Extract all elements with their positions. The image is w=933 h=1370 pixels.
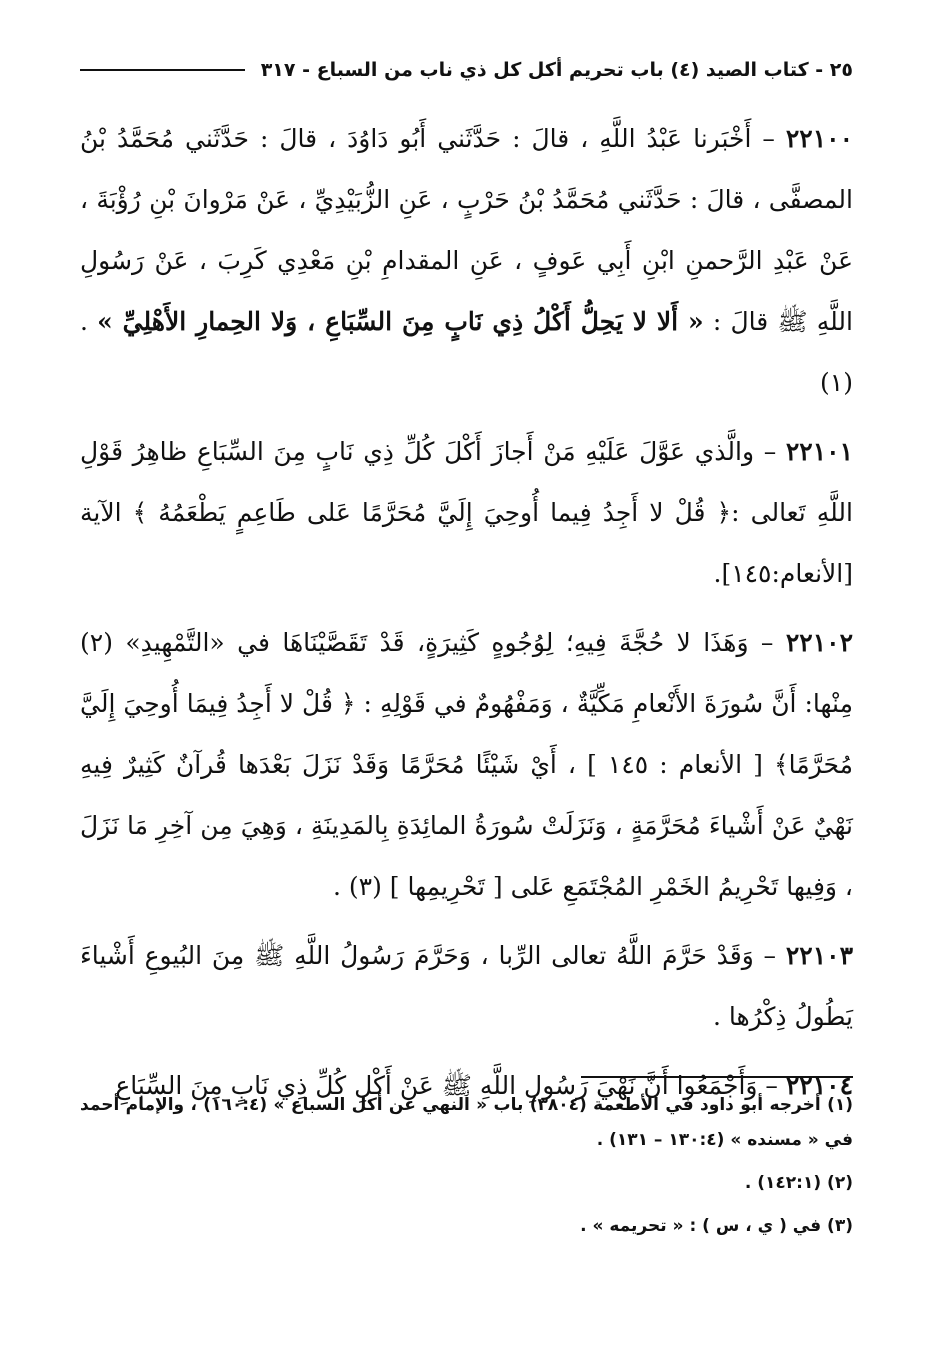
footnote-2: (٢) (١٤٢:١) .	[744, 1173, 853, 1193]
footnote-1: (١) أخرجه أبو داود في الأطعمة (٣٨٠٤) باب « النهي عن أكل السباع » (١٦٠:٤) ، والإمام أحمد في « مسنده » (١٣٠:٤ – ١٣١) .	[80, 1095, 854, 1150]
header-title: ٢٥ - كتاب الصيد (٤) باب تحريم أكل كل ذي ناب من السباع - ٣١٧	[260, 59, 853, 81]
paragraph-tail: . (١)	[80, 307, 853, 397]
paragraph-number: ٢٢١٠٢	[785, 628, 853, 657]
paragraph-text: – أَخْبَرنا عَبْدُ اللَّهِ ، قالَ : حَدَّثَني أَبُو دَاوُدَ ، قالَ : حَدَّثَني مُحَمَّدُ بْنُ المصفَّى ، قالَ : حَدَّثَني مُحَمَّدُ بْنُ حَرْبٍ ، عَنِ الزُّبَيْدِيِّ ، عَنْ مَرْوانَ بْنِ رُؤْبَةَ ، عَنْ عَبْدِ الرَّحمنِ ابْنِ أَبِي عَوفٍ ، عَنِ المقدامِ بْنِ مَعْدِي كَرِبَ ، عَنْ رَسُولِ اللَّهِ ﷺ قالَ :	[80, 124, 853, 336]
paragraph-number: ٢٢١٠٤	[785, 1071, 853, 1100]
paragraph-text: – وَقَدْ حَرَّمَ اللَّهُ تعالى الرِّبا ، وَحَرَّمَ رَسُولُ اللَّهِ ﷺ مِنَ البُيوعِ أَشْياءَ يَطُولُ ذِكْرُها .	[80, 941, 853, 1031]
paragraph-22101	[80, 421, 853, 604]
paragraph-number: ٢٢١٠٠	[785, 124, 853, 153]
hadith-quote: « أَلا لا يَحِلُّ أَكْلُ ذِي نَابٍ مِنَ السِّبَاعِ ، وَلا الحِمارِ الأَهْلِيِّ »	[97, 307, 704, 336]
paragraph-22102	[80, 612, 853, 917]
paragraph-22100	[80, 108, 853, 413]
paragraph-number: ٢٢١٠٣	[785, 941, 853, 970]
footnotes	[80, 1088, 853, 1252]
paragraph-text: – وَأَجْمَعُوا أَنَّ نَهْيَ رَسُولِ اللَّهِ ﷺ عَنْ أَكْلِ كُلِّ ذِي نَابٍ مِنَ السِّبَاعِ	[115, 1071, 786, 1100]
running-header	[80, 50, 853, 90]
paragraph-number: ٢٢١٠١	[785, 437, 853, 466]
footnote-3: (٣) في ( ي ، س ) : « تحريمه » .	[580, 1216, 853, 1236]
paragraph-text: – وَهَذَا لا حُجَّةَ فِيهِ؛ لِوُجُوهٍ كَثِيرَةٍ، قَدْ تَقَصَّيْنَاهَا في «التَّمْهِيدِ» (٢) مِنْها: أَنَّ سُورَةَ الأَنْعامِ مَكِّيَّةٌ ، وَمَفْهُومٌ في قَوْلِهِ : ﴿ قُلْ لا أَجِدُ فِيمَا أُوحِيَ إِلَيَّ مُحَرَّمًا﴾ [ الأنعام : ١٤٥ ] ، أَيْ شَيْئًا مُحَرَّمًا وَقَدْ نَزَلَ بَعْدَها قُرآنٌ كَثِيرٌ فِيهِ نَهْيٌ عَنْ أَشْياءَ مُحَرَّمَةٍ ، وَنَزَلَتْ سُورَةُ المائِدَةِ بِالمَدِينَةِ ، وَهِيَ مِن آخِرِ مَا نَزَلَ ، وَفِيها تَحْرِيمُ الخَمْرِ المُجْتَمَعِ عَلى [ تَحْرِيمِها ] (٣) .	[80, 628, 853, 901]
header-rule	[80, 69, 245, 71]
paragraph-text: – والَّذي عَوَّلَ عَلَيْهِ مَنْ أَجازَ أَكْلَ كُلِّ ذِي نَابٍ مِنَ السِّبَاعِ ظاهِرُ قَوْلِ اللَّهِ تَعالى :﴿ قُلْ لا أَجِدُ فِيما أُوحِيَ إِلَيَّ مُحَرَّمًا عَلى طَاعِمٍ يَطْعَمُهُ ﴾ الآية [الأنعام:١٤٥].	[80, 437, 853, 588]
footnote-separator	[581, 1076, 853, 1078]
paragraph-22103	[80, 925, 853, 1047]
main-text	[80, 108, 853, 1116]
